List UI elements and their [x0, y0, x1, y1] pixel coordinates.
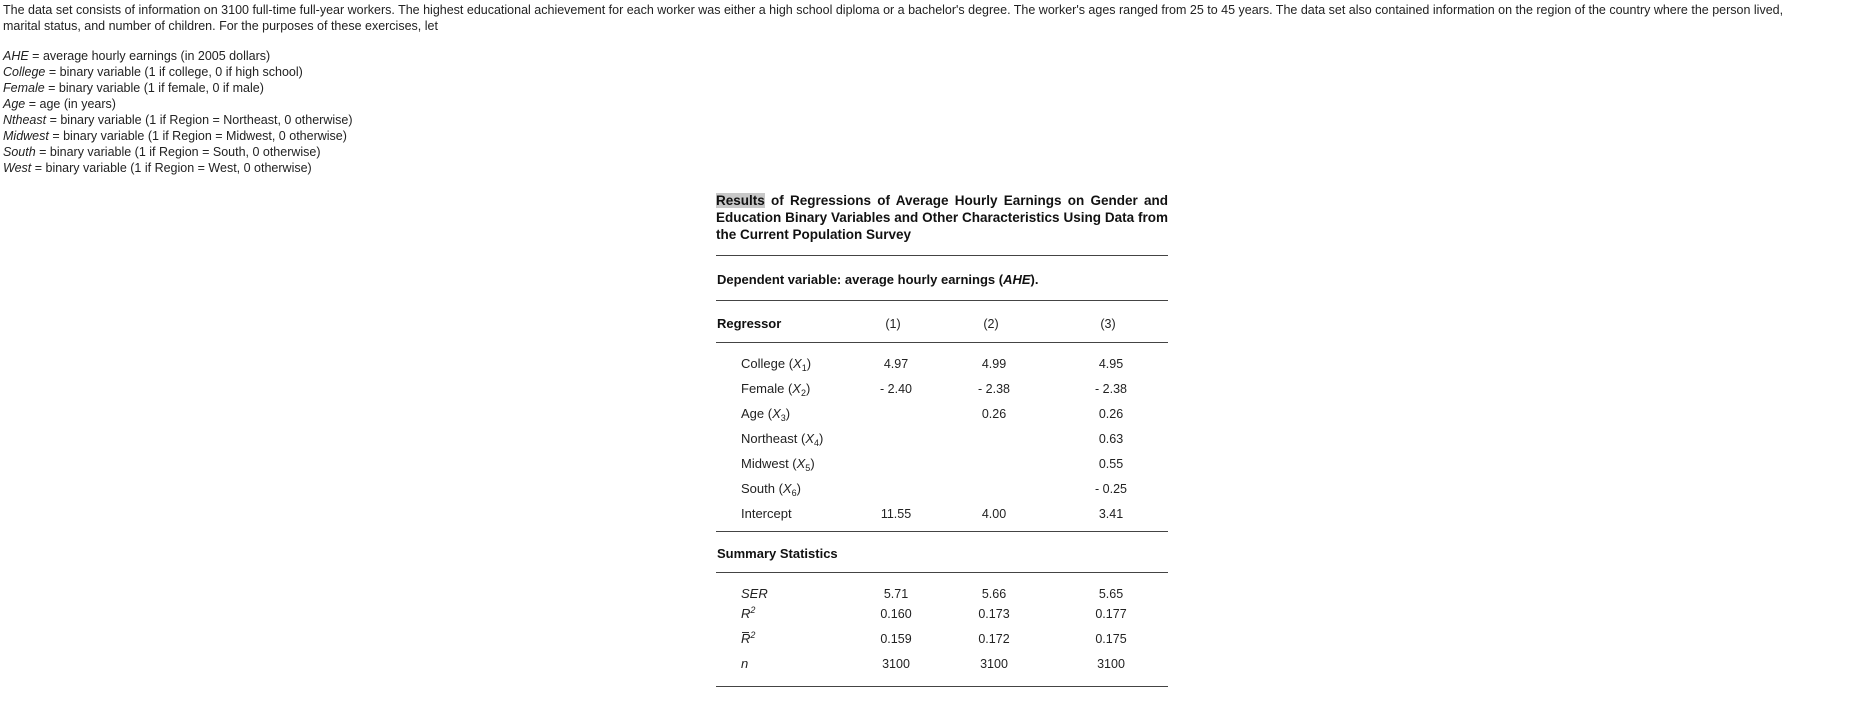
regressor-var: X [782, 481, 792, 496]
intro-line-2: marital status, and number of children. For the purposes of these exercises, let [3, 19, 438, 33]
table-rule [716, 255, 1168, 256]
regressor-close: ) [806, 356, 812, 371]
definition-desc: = binary variable (1 if college, 0 if high school) [45, 65, 303, 79]
summary-label [741, 606, 755, 622]
definition-desc: = binary variable (1 if Region = Midwest, 0 otherwise) [48, 129, 347, 143]
cell-value: 0.55 [1098, 457, 1124, 471]
table-title-highlight: Results [716, 193, 765, 208]
cell-value: - 2.40 [880, 382, 912, 396]
summary-label-sup: 2 [750, 605, 756, 615]
cell-value: 0.177 [1095, 607, 1127, 621]
regressor-sub: 4 [813, 438, 819, 448]
dependent-var: AHE [1003, 272, 1031, 287]
definition-desc: = binary variable (1 if female, 0 if male) [44, 81, 264, 95]
regressor-label [741, 356, 811, 372]
regressor-label [741, 381, 810, 397]
regressor-close: ) [819, 431, 824, 446]
regressor-name: Midwest ( [741, 456, 797, 471]
definition-desc: = binary variable (1 if Region = Northeast, 0 otherwise) [46, 113, 353, 127]
definition-term: College [3, 65, 46, 79]
cell-value: 3.41 [1098, 507, 1124, 521]
definition-age [3, 96, 353, 112]
intro-paragraph [3, 2, 1865, 34]
regressor-label [741, 506, 792, 522]
definition-midwest [3, 128, 353, 144]
regressor-sub: 3 [780, 413, 786, 423]
summary-label-text: n [741, 656, 749, 671]
summary-label [741, 586, 768, 602]
definition-ntheast [3, 112, 353, 128]
definition-female [3, 80, 353, 96]
definition-term: AHE [3, 49, 29, 63]
cell-value: 0.26 [981, 407, 1007, 421]
cell-value: 5.65 [1098, 587, 1124, 601]
cell-value: 4.00 [981, 507, 1007, 521]
summary-label [741, 631, 755, 647]
intro-line-1: The data set consists of information on 3100 full-time full-year workers. The highest educational achievement for each worker was either a high school diploma or a bachelor's degree. The worker's ages ranged from 25 to 45 years. The data set also contained information on the region of the country where the person lived, [3, 3, 1784, 17]
definition-desc: = average hourly earnings (in 2005 dollars) [28, 49, 271, 63]
regressor-close: ) [810, 456, 815, 471]
regressor-var: X [772, 406, 781, 421]
cell-value: 5.66 [981, 587, 1007, 601]
definition-term: Ntheast [3, 113, 47, 127]
variable-definitions [3, 48, 353, 176]
table-rule [716, 342, 1168, 343]
header-col-3: (3) [1100, 317, 1116, 331]
dependent-prefix: Dependent variable: average hourly earnings ( [717, 272, 1004, 287]
regressor-close: ) [805, 381, 811, 396]
summary-label-sup: 2 [750, 630, 756, 640]
regressor-sub: 2 [800, 388, 806, 398]
header-col-1: (1) [885, 317, 901, 331]
cell-value: 0.173 [978, 607, 1010, 621]
definition-west [3, 160, 353, 176]
cell-value: 0.26 [1098, 407, 1124, 421]
summary-statistics-heading: Summary Statistics [717, 546, 838, 561]
summary-label [741, 656, 748, 672]
regressor-var: X [805, 431, 814, 446]
cell-value: 3100 [1097, 657, 1125, 671]
cell-value: - 2.38 [978, 382, 1010, 396]
regressor-label [741, 481, 801, 497]
regression-results-table [716, 192, 1168, 671]
summary-label-text: R [741, 606, 751, 621]
cell-value: 4.97 [883, 357, 909, 371]
table-title-rest: of Regressions of Average Hourly Earnings on Gender and Education Binary Variables and Other Characteristics Using Data from the Current Population Survey [716, 193, 1168, 242]
regressor-name: South ( [741, 481, 783, 496]
cell-value: 0.160 [880, 607, 912, 621]
definition-college [3, 64, 353, 80]
definition-desc: = age (in years) [25, 97, 116, 111]
cell-value: 5.71 [883, 587, 909, 601]
summary-label-text: SER [741, 586, 768, 601]
definition-ahe [3, 48, 353, 64]
cell-value: 3100 [882, 657, 910, 671]
header-col-2: (2) [983, 317, 999, 331]
cell-value: - 0.25 [1095, 482, 1127, 496]
cell-value: 4.95 [1098, 357, 1124, 371]
regressor-close: ) [785, 406, 791, 421]
regressor-sub: 1 [801, 363, 807, 373]
cell-value: 0.63 [1098, 432, 1124, 446]
definition-desc: = binary variable (1 if Region = West, 0 otherwise) [31, 161, 312, 175]
regressor-name: Female ( [741, 381, 793, 396]
regressor-label [741, 456, 815, 472]
header-regressor: Regressor [717, 316, 782, 331]
table-rule [716, 572, 1168, 573]
cell-value: 4.99 [981, 357, 1007, 371]
definition-term: Age [3, 97, 26, 111]
summary-label-text: R [741, 631, 751, 646]
definition-term: Midwest [3, 129, 49, 143]
regressor-name: Intercept [741, 506, 792, 521]
definition-term: West [3, 161, 32, 175]
regressor-var: X [793, 356, 802, 371]
regressor-close: ) [796, 481, 801, 496]
definition-desc: = binary variable (1 if Region = South, 0 otherwise) [35, 145, 321, 159]
definition-term: South [3, 145, 36, 159]
cell-value: - 2.38 [1095, 382, 1127, 396]
regressor-sub: 6 [791, 488, 797, 498]
regressor-label [741, 406, 790, 422]
regressor-name: Age ( [741, 406, 773, 421]
table-title [716, 192, 1168, 243]
cell-value: 3100 [980, 657, 1008, 671]
dependent-variable-note [717, 272, 1039, 288]
regressor-name: College ( [741, 356, 794, 371]
regressor-name: Northeast ( [741, 431, 806, 446]
definition-term: Female [3, 81, 45, 95]
cell-value: 11.55 [880, 507, 912, 521]
regressor-sub: 5 [805, 463, 811, 473]
cell-value: 0.175 [1095, 632, 1127, 646]
definition-south [3, 144, 353, 160]
regressor-var: X [796, 456, 806, 471]
table-rule [716, 686, 1168, 687]
regressor-var: X [792, 381, 801, 396]
cell-value: 0.172 [978, 632, 1010, 646]
dependent-suffix: ). [1030, 272, 1039, 287]
regressor-label [741, 431, 823, 447]
table-rule [716, 531, 1168, 532]
table-rule [716, 300, 1168, 301]
cell-value: 0.159 [880, 632, 912, 646]
